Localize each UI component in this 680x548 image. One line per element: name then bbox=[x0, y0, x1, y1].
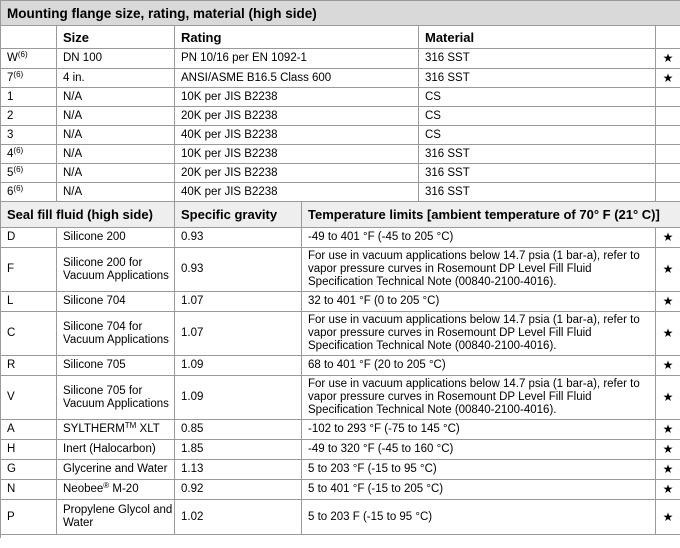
flange-rating: 20K per JIS B2238 bbox=[175, 107, 419, 126]
specific-gravity: 1.07 bbox=[175, 292, 302, 312]
flange-material: 316 SST bbox=[419, 183, 656, 202]
fluid-name bbox=[57, 292, 175, 312]
option-code bbox=[1, 88, 57, 107]
star-icon bbox=[656, 164, 680, 183]
flange-size: N/A bbox=[57, 183, 175, 202]
flange-rating: 10K per JIS B2238 bbox=[175, 88, 419, 107]
star-icon bbox=[656, 126, 680, 145]
star-icon bbox=[656, 183, 680, 202]
option-code: G bbox=[1, 460, 57, 480]
specific-gravity: 0.93 bbox=[175, 248, 302, 292]
temperature-limits: -49 to 320 °F (-45 to 160 °C) bbox=[302, 440, 656, 460]
footnote-ref: (6) bbox=[13, 164, 24, 174]
flange-size: N/A bbox=[57, 145, 175, 164]
code-text: 2 bbox=[7, 109, 14, 122]
fluid-row bbox=[1, 440, 680, 460]
star-icon: ★ bbox=[656, 49, 680, 69]
star-icon: ★ bbox=[656, 440, 680, 460]
flange-row bbox=[1, 69, 680, 88]
option-code: F bbox=[1, 248, 57, 292]
flange-size: DN 100 bbox=[57, 49, 175, 69]
fluid-name bbox=[57, 440, 175, 460]
flange-rating: 10K per JIS B2238 bbox=[175, 145, 419, 164]
size-header: Size bbox=[57, 26, 175, 49]
star-icon: ★ bbox=[656, 248, 680, 292]
flange-material: 316 SST bbox=[419, 69, 656, 88]
option-code bbox=[1, 145, 57, 164]
flange-material: CS bbox=[419, 126, 656, 145]
star-icon: ★ bbox=[656, 376, 680, 420]
table-title: Mounting flange size, rating, material (high side) bbox=[1, 1, 680, 26]
specific-gravity: 1.07 bbox=[175, 312, 302, 356]
trademark-mark: ® bbox=[103, 481, 110, 490]
fluid-name-text: Silicone 200 for Vacuum Applications bbox=[63, 256, 169, 282]
flange-material: 316 SST bbox=[419, 49, 656, 69]
flange-size: N/A bbox=[57, 126, 175, 145]
star-icon: ★ bbox=[656, 69, 680, 88]
flange-row bbox=[1, 49, 680, 69]
specific-gravity: 1.09 bbox=[175, 356, 302, 376]
fluid-row bbox=[1, 292, 680, 312]
option-code: R bbox=[1, 356, 57, 376]
star-icon: ★ bbox=[656, 500, 680, 535]
flange-rating: 40K per JIS B2238 bbox=[175, 126, 419, 145]
temperature-limits: 5 to 401 °F (-15 to 205 °C) bbox=[302, 480, 656, 500]
star-icon: ★ bbox=[656, 420, 680, 440]
star-header bbox=[656, 26, 680, 49]
material-header: Material bbox=[419, 26, 656, 49]
fluid-name bbox=[57, 480, 175, 500]
flange-rating: ANSI/ASME B16.5 Class 600 bbox=[175, 69, 419, 88]
temperature-limits: For use in vacuum applications below 14.7 psia (1 bar-a), refer to vapor pressure curves in Rosemount DP Level Fill Fluid Specification Technical Note (00840-2100-4016). bbox=[302, 312, 656, 356]
code-text: 3 bbox=[7, 128, 14, 141]
footnote-ref: (6) bbox=[17, 50, 28, 59]
temperature-header: Temperature limits [ambient temperature of 70° F (21° C)] bbox=[302, 202, 680, 228]
flange-rating: PN 10/16 per EN 1092-1 bbox=[175, 49, 419, 69]
temperature-limits: -102 to 293 °F (-75 to 145 °C) bbox=[302, 420, 656, 440]
code-text: 4 bbox=[7, 147, 14, 160]
footnote-ref: (6) bbox=[13, 145, 24, 155]
table-title-row bbox=[1, 1, 680, 26]
fluid-row bbox=[1, 480, 680, 500]
flange-row bbox=[1, 164, 680, 183]
fluid-name bbox=[57, 356, 175, 376]
flange-size: N/A bbox=[57, 88, 175, 107]
fluid-header-row bbox=[1, 202, 680, 228]
fluid-name-text: Silicone 705 for Vacuum Applications bbox=[63, 384, 169, 410]
star-icon: ★ bbox=[656, 480, 680, 500]
fluid-name-text: Silicone 704 for Vacuum Applications bbox=[63, 320, 169, 346]
temperature-limits: 32 to 401 °F (0 to 205 °C) bbox=[302, 292, 656, 312]
rating-header: Rating bbox=[175, 26, 419, 49]
flange-rating: 20K per JIS B2238 bbox=[175, 164, 419, 183]
gravity-header: Specific gravity bbox=[175, 202, 302, 228]
table-end bbox=[1, 535, 680, 539]
code-text: 6 bbox=[7, 185, 14, 198]
option-code: N bbox=[1, 480, 57, 500]
fluid-name-suffix: XLT bbox=[136, 423, 160, 435]
fluid-row bbox=[1, 376, 680, 420]
star-icon bbox=[656, 88, 680, 107]
fluid-row bbox=[1, 248, 680, 292]
star-icon bbox=[656, 145, 680, 164]
flange-row bbox=[1, 88, 680, 107]
option-code bbox=[1, 164, 57, 183]
fluid-name-text: SYLTHERM bbox=[63, 423, 125, 435]
fluid-name bbox=[57, 376, 175, 420]
option-code: A bbox=[1, 420, 57, 440]
fluid-name-text: Glycerine and Water bbox=[63, 463, 168, 475]
temperature-limits: For use in vacuum applications below 14.7 psia (1 bar-a), refer to vapor pressure curves in Rosemount DP Level Fill Fluid Specification Technical Note (00840-2100-4016). bbox=[302, 376, 656, 420]
fluid-name-text: Inert (Halocarbon) bbox=[63, 443, 156, 455]
flange-row bbox=[1, 107, 680, 126]
fluid-header: Seal fill fluid (high side) bbox=[1, 202, 175, 228]
star-icon bbox=[656, 107, 680, 126]
code-text: 1 bbox=[7, 90, 14, 103]
fluid-name bbox=[57, 248, 175, 292]
option-code bbox=[1, 69, 57, 88]
option-code bbox=[1, 126, 57, 145]
temperature-limits: For use in vacuum applications below 14.7 psia (1 bar-a), refer to vapor pressure curves in Rosemount DP Level Fill Fluid Specification Technical Note (00840-2100-4016). bbox=[302, 248, 656, 292]
code-text: W bbox=[7, 52, 18, 64]
flange-material: 316 SST bbox=[419, 145, 656, 164]
fluid-name-suffix: M-20 bbox=[109, 483, 139, 495]
star-icon: ★ bbox=[656, 312, 680, 356]
fluid-name bbox=[57, 500, 175, 535]
flange-size: N/A bbox=[57, 164, 175, 183]
option-code bbox=[1, 49, 57, 69]
star-icon: ★ bbox=[656, 292, 680, 312]
specific-gravity: 1.02 bbox=[175, 500, 302, 535]
fluid-row bbox=[1, 500, 680, 535]
star-icon: ★ bbox=[656, 228, 680, 248]
option-code: P bbox=[1, 500, 57, 535]
fluid-name-text: Silicone 704 bbox=[63, 295, 126, 307]
fluid-row bbox=[1, 356, 680, 376]
flange-material: CS bbox=[419, 88, 656, 107]
flange-header-row bbox=[1, 26, 680, 49]
fluid-name-text: Neobee bbox=[63, 483, 104, 495]
star-icon: ★ bbox=[656, 460, 680, 480]
specific-gravity: 1.13 bbox=[175, 460, 302, 480]
fluid-name-text: Silicone 705 bbox=[63, 359, 126, 371]
option-code: H bbox=[1, 440, 57, 460]
option-code: V bbox=[1, 376, 57, 420]
temperature-limits: 5 to 203 F (-15 to 95 °C) bbox=[302, 500, 656, 535]
flange-material: CS bbox=[419, 107, 656, 126]
specific-gravity: 0.92 bbox=[175, 480, 302, 500]
flange-material: 316 SST bbox=[419, 164, 656, 183]
fluid-row bbox=[1, 312, 680, 356]
option-code bbox=[1, 107, 57, 126]
specific-gravity: 0.93 bbox=[175, 228, 302, 248]
option-code: L bbox=[1, 292, 57, 312]
specific-gravity: 1.09 bbox=[175, 376, 302, 420]
flange-row bbox=[1, 145, 680, 164]
option-code bbox=[1, 183, 57, 202]
star-icon: ★ bbox=[656, 356, 680, 376]
specific-gravity: 1.85 bbox=[175, 440, 302, 460]
temperature-limits: 5 to 203 °F (-15 to 95 °C) bbox=[302, 460, 656, 480]
table-end-row bbox=[1, 535, 680, 539]
code-text: 7 bbox=[7, 71, 14, 84]
footnote-ref: (6) bbox=[13, 183, 24, 193]
flange-size: N/A bbox=[57, 107, 175, 126]
option-code: C bbox=[1, 312, 57, 356]
code-text: 5 bbox=[7, 166, 14, 179]
specific-gravity: 0.85 bbox=[175, 420, 302, 440]
flange-row bbox=[1, 126, 680, 145]
temperature-limits: 68 to 401 °F (20 to 205 °C) bbox=[302, 356, 656, 376]
flange-rating: 40K per JIS B2238 bbox=[175, 183, 419, 202]
fluid-name bbox=[57, 312, 175, 356]
fluid-row bbox=[1, 420, 680, 440]
trademark-mark: TM bbox=[124, 421, 137, 430]
fluid-name-text: Propylene Glycol and Water bbox=[63, 504, 173, 529]
footnote-ref: (6) bbox=[13, 69, 24, 79]
option-code: D bbox=[1, 228, 57, 248]
fluid-row bbox=[1, 228, 680, 248]
fluid-name-text: Silicone 200 bbox=[63, 231, 126, 243]
flange-size: 4 in. bbox=[57, 69, 175, 88]
code-header bbox=[1, 26, 57, 49]
fluid-name bbox=[57, 460, 175, 480]
temperature-limits: -49 to 401 °F (-45 to 205 °C) bbox=[302, 228, 656, 248]
fluid-name bbox=[57, 228, 175, 248]
fluid-name bbox=[57, 420, 175, 440]
fluid-row bbox=[1, 460, 680, 480]
flange-row bbox=[1, 183, 680, 202]
